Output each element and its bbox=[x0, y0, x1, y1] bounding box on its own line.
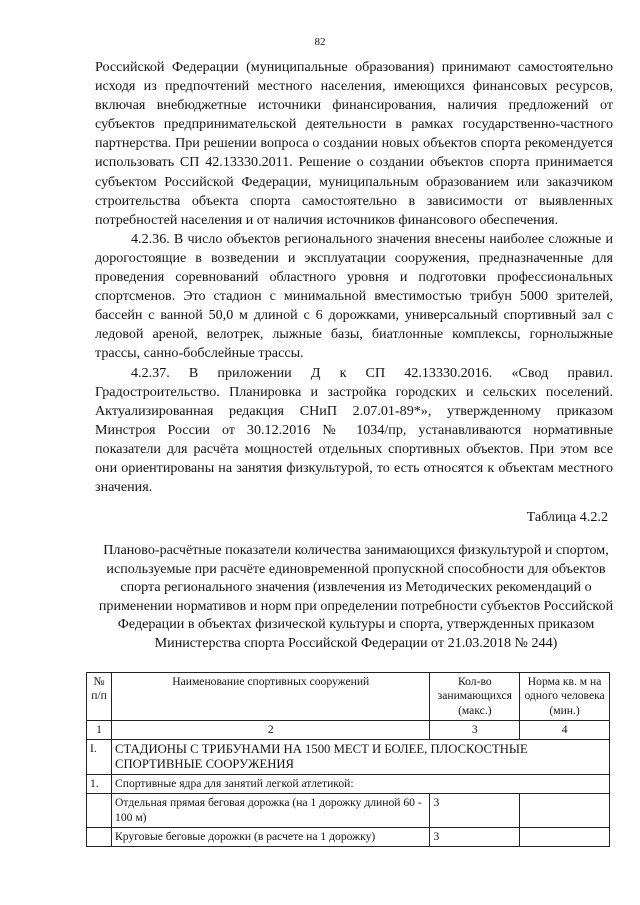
row-qty: 3 bbox=[430, 828, 520, 847]
header-norm: Норма кв. м на одного человека (мин.) bbox=[520, 673, 610, 721]
table-header-row bbox=[87, 673, 610, 721]
col-number-1: 1 bbox=[87, 720, 112, 739]
header-num: № п/п bbox=[87, 673, 112, 721]
row-num bbox=[87, 794, 112, 828]
row-name: Круговые беговые дорожки (в расчете на 1 дорожку) bbox=[112, 828, 430, 847]
row-norm bbox=[520, 794, 610, 828]
section-title: СТАДИОНЫ С ТРИБУНАМИ НА 1500 МЕСТ И БОЛЕЕ, ПЛОСКОСТНЫЕ СПОРТИВНЫЕ СООРУЖЕНИЯ bbox=[112, 740, 610, 775]
sports-facilities-table bbox=[86, 672, 610, 847]
row-name: Отдельная прямая беговая дорожка (на 1 дорожку длиной 60 - 100 м) bbox=[112, 794, 430, 828]
row-qty: 3 bbox=[430, 794, 520, 828]
paragraph-1: Российской Федерации (муниципальные образования) принимают самостоятельно исходя из предпочтений местного населения, имеющихся финансовых ресурсов, включая внебюджетные источники финансирования, наличия предложений от субъектов предпринимательской деятельности в рамках государственно-частного партнерства. При решении вопроса о создании новых объектов спорта рекомендуется использовать СП 42.13330.2011. Решение о создании объектов спорта принимается субъектом Российской Федерации, муниципальным образованием или заказчиком строительства объекта спорта самостоятельно в зависимости от выявленных потребностей населения и от наличия источников финансового обеспечения. bbox=[95, 59, 613, 228]
table-caption bbox=[95, 541, 617, 653]
table-row bbox=[87, 794, 610, 828]
row-norm bbox=[520, 828, 610, 847]
table-caption-text: Планово-расчётные показатели количества занимающихся физкультурой и спортом, используемые при расчёте единовременной пропускной способности для объектов спорта регионального значения (извлечения из Методических рекомендаций о применении нормативов и норм при определении потребности субъектов Российской Федерации в объектах физической культуры и спорта, утвержденных приказом Министерства спорта Российской Федерации от 21.03.2018 № 244) bbox=[98, 542, 614, 651]
section-row bbox=[87, 740, 610, 775]
col-number-4: 4 bbox=[520, 720, 610, 739]
col-number-2: 2 bbox=[112, 720, 430, 739]
subsection-title: Спортивные ядра для занятий легкой атлетикой: bbox=[112, 775, 610, 794]
header-qty: Кол-во занимающихся (макс.) bbox=[430, 673, 520, 721]
subsection-row bbox=[87, 775, 610, 794]
section-num: I. bbox=[87, 740, 112, 775]
table-row bbox=[87, 828, 610, 847]
column-number-row bbox=[87, 720, 610, 739]
row-num bbox=[87, 828, 112, 847]
table-label: Таблица 4.2.2 bbox=[526, 509, 608, 525]
body-text bbox=[95, 58, 613, 497]
page-number: 82 bbox=[314, 36, 326, 48]
paragraph-4-2-37: 4.2.37. В приложении Д к СП 42.13330.2016. «Свод правил. Градостроительство. Планировка и застройка городских и сельских поселений. Актуализированная редакция СНиП 2.07.01-89*», утвержденному приказом Минстроя России от 30.12.2016 № 1034/пр, устанавливаются нормативные показатели для расчёта мощностей отдельных спортивных объектов. При этом все они ориентированы на занятия физкультурой, то есть относятся к объектам местного значения. bbox=[95, 364, 613, 496]
subsection-num: 1. bbox=[87, 775, 112, 794]
paragraph-4-2-36: 4.2.36. В число объектов регионального значения внесены наиболее сложные и дорогостоящие в возведении и эксплуатации сооружения, предназначенные для проведения соревнований областного уровня и подготовки профессиональных спортсменов. Это стадион с минимальной вместимостью трибун 5000 зрителей, бассейн с ванной 50,0 м длиной с 6 дорожками, универсальный спортивный зал с ледовой ареной, велотрек, лыжные базы, биатлонные комплексы, горнолыжные трассы, санно-бобслейные трассы. bbox=[95, 230, 613, 362]
header-name: Наименование спортивных сооружений bbox=[112, 673, 430, 721]
col-number-3: 3 bbox=[430, 720, 520, 739]
